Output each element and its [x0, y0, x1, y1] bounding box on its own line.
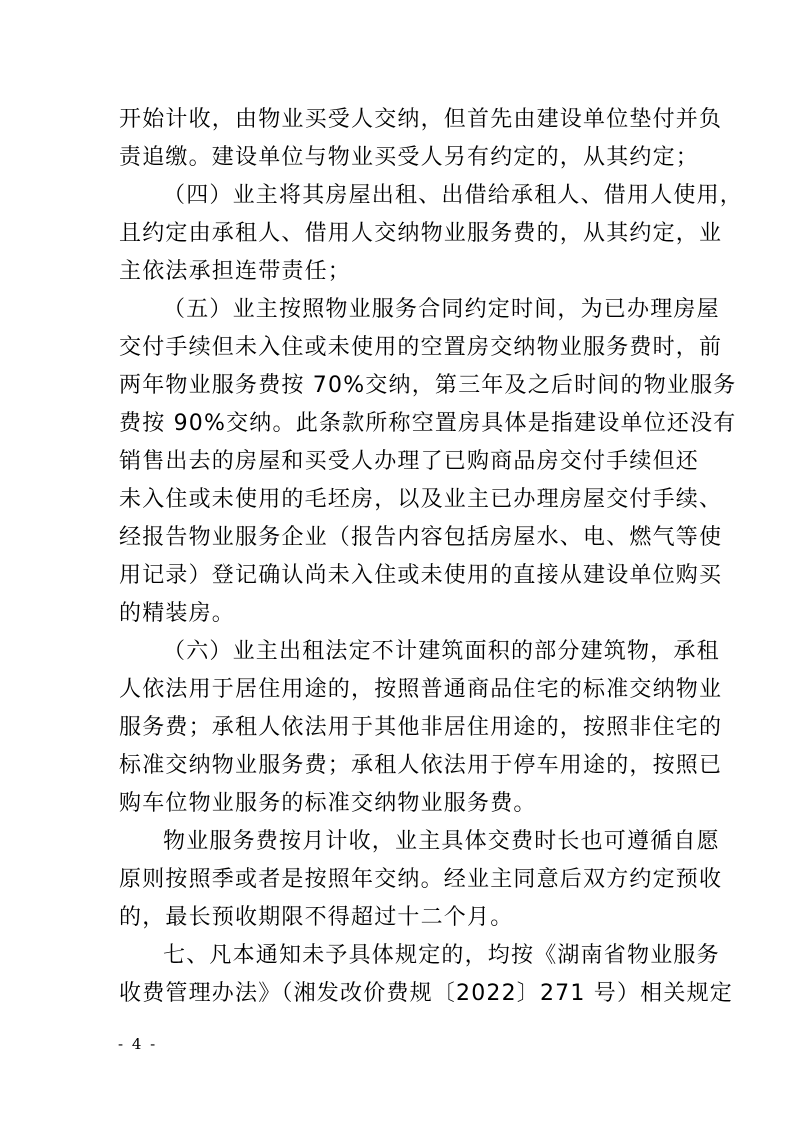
text-line: 七、凡本通知未予具体规定的，均按《湖南省物业服务 — [163, 943, 720, 968]
text-line: 物业服务费按月计收，业主具体交费时长也可遵循自愿 — [163, 829, 720, 854]
text-line: 未入住或未使用的毛坯房，以及业主已办理房屋交付手续、 — [119, 487, 723, 512]
text-line: 的精装房。 — [119, 601, 236, 626]
text-line: 交付手续但未入住或未使用的空置房交纳物业服务费时，前 — [119, 335, 723, 360]
text-line: 费按 90%交纳。此条款所称空置房具体是指建设单位还没有 — [119, 411, 737, 436]
text-line: 销售出去的房屋和买受人办理了已购商品房交付手续但还 — [119, 449, 700, 474]
text-line: （五）业主按照物业服务合同约定时间，为已办理房屋 — [163, 297, 720, 322]
text-line: （六）业主出租法定不计建筑面积的部分建筑物，承租 — [163, 639, 720, 664]
text-line: 标准交纳物业服务费；承租人依法用于停车用途的，按照已 — [119, 753, 723, 778]
page-number: - 4 - — [118, 1035, 158, 1053]
text-line: 主依法承担连带责任； — [119, 259, 352, 284]
text-line: 责追缴。建设单位与物业买受人另有约定的，从其约定； — [119, 145, 700, 170]
text-line: 人依法用于居住用途的，按照普通商品住宅的标准交纳物业 — [119, 677, 723, 702]
text-line: 经报告物业服务企业（报告内容包括房屋水、电、燃气等使 — [119, 525, 723, 550]
text-line: （四）业主将其房屋出租、出借给承租人、借用人使用， — [163, 183, 744, 208]
text-line: 开始计收，由物业买受人交纳，但首先由建设单位垫付并负 — [119, 107, 723, 132]
text-line: 原则按照季或者是按照年交纳。经业主同意后双方约定预收 — [119, 867, 723, 892]
text-line: 用记录）登记确认尚未入住或未使用的直接从建设单位购买 — [119, 563, 723, 588]
text-line: 两年物业服务费按 70%交纳，第三年及之后时间的物业服务 — [119, 373, 737, 398]
text-line: 的，最长预收期限不得超过十二个月。 — [119, 905, 514, 930]
text-line: 收费管理办法》（湘发改价费规〔2022〕271 号）相关规定 — [119, 981, 733, 1006]
text-line: 且约定由承租人、借用人交纳物业服务费的，从其约定，业 — [119, 221, 723, 246]
text-line: 购车位物业服务的标准交纳物业服务费。 — [119, 791, 537, 816]
text-line: 服务费；承租人依法用于其他非居住用途的，按照非住宅的 — [119, 715, 723, 740]
